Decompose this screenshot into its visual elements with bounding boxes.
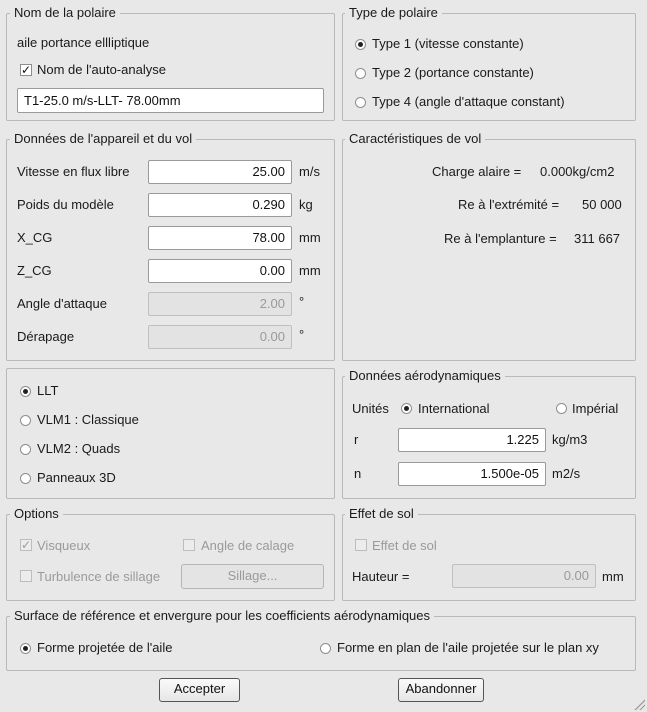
- xcg-label: X_CG: [17, 230, 53, 245]
- wake-settings-button[interactable]: Sillage...: [181, 564, 324, 589]
- zcg-input[interactable]: 0.00: [148, 259, 292, 283]
- ground-effect-label[interactable]: Effet de sol: [372, 538, 437, 553]
- height-label: Hauteur =: [352, 569, 410, 584]
- polar-type-4-label[interactable]: Type 4 (angle d'attaque constant): [372, 94, 565, 109]
- re-root-value: 311 667: [574, 231, 621, 246]
- wing-load-label: Charge alaire =: [432, 164, 522, 179]
- viscous-checkbox[interactable]: ✓: [21, 538, 32, 552]
- reference-projected-label[interactable]: Forme projetée de l'aile: [37, 640, 173, 655]
- sideslip-unit: °: [299, 327, 305, 342]
- polar-name-input[interactable]: T1-25.0 m/s-LLT- 78.00mm: [17, 88, 324, 113]
- auto-analysis-label[interactable]: Nom de l'auto-analyse: [37, 62, 166, 77]
- method-llt-label[interactable]: LLT: [37, 383, 59, 398]
- model-weight-input[interactable]: 0.290: [148, 193, 292, 217]
- polar-type-title: Type de polaire: [345, 5, 442, 20]
- wing-name-label: aile portance ellliptique: [17, 35, 150, 50]
- flight-data-title: Données de l'appareil et du vol: [10, 131, 196, 146]
- accept-button[interactable]: Accepter: [159, 678, 240, 702]
- reference-planform-radio[interactable]: [320, 643, 331, 654]
- freestream-velocity-input[interactable]: 25.00: [148, 160, 292, 184]
- method-vlm2-radio[interactable]: [20, 444, 31, 455]
- tilt-checkbox[interactable]: [183, 539, 195, 551]
- polar-type-1-radio[interactable]: [355, 39, 366, 50]
- unit-international-radio[interactable]: [401, 403, 412, 414]
- wake-turbulence-label[interactable]: Turbulence de sillage: [37, 569, 161, 584]
- angle-of-attack-label: Angle d'attaque: [17, 296, 107, 311]
- ground-effect-checkbox[interactable]: [355, 539, 367, 551]
- unit-imperial-label[interactable]: Impérial: [572, 401, 619, 416]
- reference-planform-label[interactable]: Forme en plan de l'aile projetée sur le plan xy: [337, 640, 599, 655]
- units-label: Unités: [352, 401, 389, 416]
- reference-title: Surface de référence et envergure pour les coefficients aérodynamiques: [10, 608, 434, 623]
- zcg-unit: mm: [299, 263, 321, 278]
- nu-input[interactable]: 1.500e-05: [398, 462, 546, 486]
- method-vlm1-label[interactable]: VLM1 : Classique: [37, 412, 139, 427]
- re-tip-label: Re à l'extrémité =: [458, 197, 560, 212]
- wing-load-value: 0.000kg/cm2: [540, 164, 615, 179]
- method-vlm2-label[interactable]: VLM2 : Quads: [37, 441, 121, 456]
- polar-type-2-label[interactable]: Type 2 (portance constante): [372, 65, 534, 80]
- freestream-velocity-unit: m/s: [299, 164, 320, 179]
- model-weight-label: Poids du modèle: [17, 197, 114, 212]
- unit-imperial-radio[interactable]: [556, 403, 567, 414]
- xcg-unit: mm: [299, 230, 321, 245]
- polar-type-2-radio[interactable]: [355, 68, 366, 79]
- rho-input[interactable]: 1.225: [398, 428, 546, 452]
- wake-turbulence-checkbox[interactable]: [20, 570, 32, 582]
- sideslip-label: Dérapage: [17, 329, 75, 344]
- nu-unit: m2/s: [552, 466, 581, 481]
- method-3d-panels-radio[interactable]: [20, 473, 31, 484]
- angle-of-attack-input[interactable]: 2.00: [148, 292, 292, 316]
- rho-label: r: [354, 432, 359, 447]
- aero-data-title: Données aérodynamiques: [345, 368, 505, 383]
- angle-of-attack-unit: °: [299, 294, 305, 309]
- reference-projected-radio[interactable]: [20, 643, 31, 654]
- flight-chars-title: Caractéristiques de vol: [345, 131, 485, 146]
- height-unit: mm: [602, 569, 624, 584]
- nu-label: n: [354, 466, 362, 481]
- xcg-input[interactable]: 78.00: [148, 226, 292, 250]
- tilt-label[interactable]: Angle de calage: [201, 538, 295, 553]
- method-llt-radio[interactable]: [20, 386, 31, 397]
- ground-effect-title: Effet de sol: [345, 506, 418, 521]
- model-weight-unit: kg: [299, 197, 313, 212]
- polar-type-1-label[interactable]: Type 1 (vitesse constante): [372, 36, 524, 51]
- options-title: Options: [10, 506, 63, 521]
- unit-international-label[interactable]: International: [418, 401, 490, 416]
- re-root-label: Re à l'emplanture =: [444, 231, 557, 246]
- cancel-button[interactable]: Abandonner: [398, 678, 484, 702]
- polar-name-title: Nom de la polaire: [10, 5, 120, 20]
- rho-unit: kg/m3: [552, 432, 588, 447]
- freestream-velocity-label: Vitesse en flux libre: [17, 164, 130, 179]
- height-input[interactable]: 0.00: [452, 564, 596, 588]
- polar-type-4-radio[interactable]: [355, 97, 366, 108]
- zcg-label: Z_CG: [17, 263, 52, 278]
- method-vlm1-radio[interactable]: [20, 415, 31, 426]
- auto-analysis-checkbox[interactable]: ✓: [21, 63, 32, 77]
- viscous-label[interactable]: Visqueux: [37, 538, 91, 553]
- resize-grip-icon[interactable]: [633, 698, 645, 710]
- re-tip-value: 50 000: [582, 197, 622, 212]
- sideslip-input[interactable]: 0.00: [148, 325, 292, 349]
- method-3d-panels-label[interactable]: Panneaux 3D: [37, 470, 116, 485]
